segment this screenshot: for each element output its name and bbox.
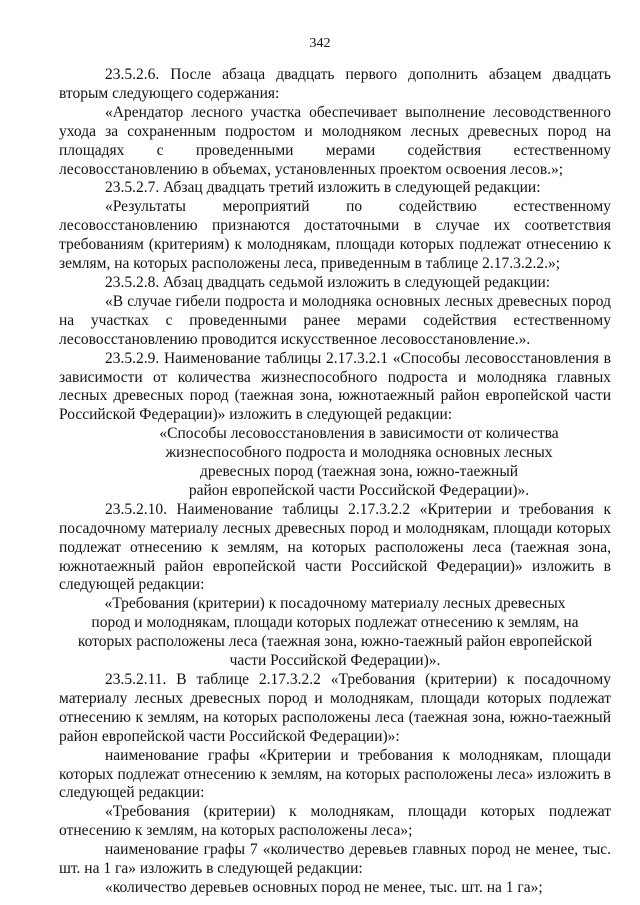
centered-line: пород и молоднякам, площади которых подлежат отнесению к землям, на bbox=[91, 614, 579, 632]
paragraph-23-5-2-6: 23.5.2.6. После абзаца двадцать первого дополнить абзацем двадцать вторым следующего содержания: bbox=[59, 66, 611, 102]
table-title-block-2 bbox=[59, 595, 611, 671]
page-number: 342 bbox=[309, 36, 331, 51]
quote-paragraph: «Требования (критерии) к молоднякам, площади которых подлежат отнесению к землям, на которых расположены леса»; bbox=[59, 803, 611, 840]
centered-line: район европейской части Российской Федерации)». bbox=[188, 481, 530, 499]
quote-paragraph: «Арендатор лесного участка обеспечивает выполнение лесоводственного ухода за сохраненным подростом и молодняком лесных древесных пород на площадях с проведенными мерами содействия естественному лесовосстановлению в объемах, установленных проектом освоения лесов.»; bbox=[59, 103, 611, 178]
centered-line: древесных пород (таежная зона, южно-таежный bbox=[199, 463, 519, 481]
paragraph-23-5-2-8: 23.5.2.8. Абзац двадцать седьмой изложить в следующей редакции: bbox=[105, 273, 551, 291]
quote-paragraph: «В случае гибели подроста и молодняка основных лесных древесных пород на участках с проведенными ранее мерами содействия естественному лесовосстановлению проводится искусственное лесовосстановление.». bbox=[59, 292, 611, 348]
centered-line: жизнеспособного подроста и молодняка основных лесных bbox=[165, 444, 553, 462]
paragraph-23-5-2-11: 23.5.2.11. В таблице 2.17.3.2.2 «Требования (критерии) к посадочному материалу лесных древесных пород и молоднякам, площади которых подлежат отнесению к землям, на которых расположены леса (таежная зона, южно-таежный район европейской части Российской Федерации)»: bbox=[59, 671, 611, 745]
centered-line: «Требования (критерии) к посадочному материалу лесных древесных bbox=[104, 595, 566, 613]
paragraph-23-5-2-10: 23.5.2.10. Наименование таблицы 2.17.3.2.2 «Критерии и требования к посадочному материалу лесных древесных пород и молоднякам, площади которых подлежат отнесению к землям, на которых расположены леса (таежная зона, южнотаежный район европейской части Российской Федерации)» изложить в следующей редакции: bbox=[59, 500, 611, 594]
centered-line: «Способы лесовосстановления в зависимости от количества bbox=[159, 425, 559, 443]
document-body bbox=[59, 66, 611, 898]
centered-line: части Российской Федерации)». bbox=[229, 652, 441, 670]
paragraph: наименование графы «Критерии и требования к молоднякам, площади которых подлежат отнесению к землям, на которых расположены леса» изложить в следующей редакции: bbox=[59, 746, 611, 802]
paragraph-23-5-2-7: 23.5.2.7. Абзац двадцать третий изложить в следующей редакции: bbox=[105, 179, 541, 197]
paragraph: наименование графы 7 «количество деревьев главных пород не менее, тыс. шт. на 1 га» изложить в следующей редакции: bbox=[59, 841, 611, 878]
quote-paragraph: «количество деревьев основных пород не менее, тыс. шт. на 1 га»; bbox=[105, 878, 543, 896]
paragraph-23-5-2-9: 23.5.2.9. Наименование таблицы 2.17.3.2.1 «Способы лесовосстановления в зависимости от количества жизнеспособного подроста и молодняка главных лесных древесных пород (таежная зона, южнотаежный район европейской части Российской Федерации)» изложить в следующей редакции: bbox=[59, 349, 611, 424]
quote-paragraph: «Результаты мероприятий по содействию естественному лесовосстановлению признаются достаточными в случае их соответствия требованиям (критериям) к молоднякам, площади которых подлежат отнесению к землям, на которых расположены леса, приведенным в таблице 2.17.3.2.2.»; bbox=[59, 198, 611, 273]
centered-line: которых расположены леса (таежная зона, южно-таежный район европейской bbox=[77, 633, 593, 651]
table-title-block-1 bbox=[107, 425, 611, 501]
